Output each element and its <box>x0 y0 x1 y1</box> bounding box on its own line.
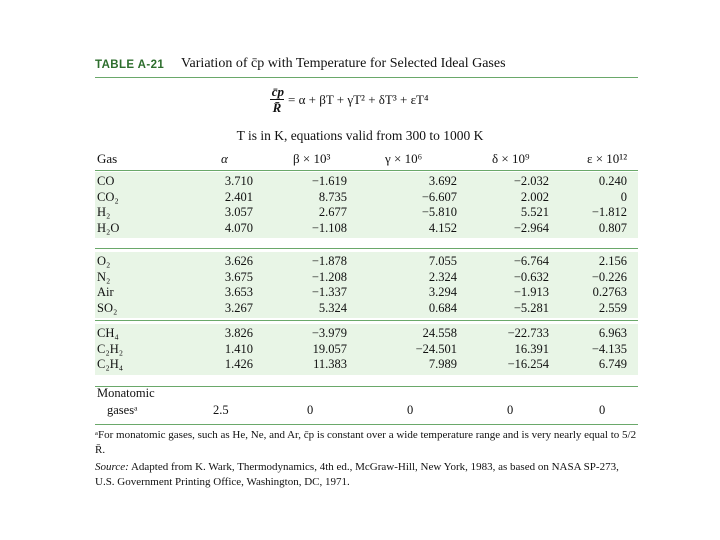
cell-delta: 2.002 <box>520 189 549 204</box>
table-title: Variation of c̄p with Temperature for Selected Ideal Gases <box>181 56 506 71</box>
cell-delta: 5.521 <box>520 205 549 219</box>
cell-gamma: 2.324 <box>428 269 457 284</box>
cell-alpha: 3.057 <box>224 205 253 219</box>
equation-numerator: c̄p <box>271 84 284 99</box>
cell-gamma: 3.294 <box>428 285 457 299</box>
cell-gas: C₂H₂ <box>97 341 124 356</box>
cell-gas: SO₂ <box>97 300 118 315</box>
group-divider <box>95 320 638 321</box>
cell-delta: −2.032 <box>513 174 549 188</box>
table-row <box>95 254 638 270</box>
cell-epsilon: 2.156 <box>598 254 627 268</box>
header-gas: Gas <box>97 151 118 166</box>
cell-gamma: −6.607 <box>421 189 457 204</box>
cell-alpha: 3.675 <box>224 269 253 284</box>
monatomic-gamma: 0 <box>407 403 414 417</box>
cell-alpha: 4.070 <box>224 220 253 235</box>
range-note: T is in K, equations valid from 300 to 1000 K <box>236 128 484 143</box>
cell-beta: −1.619 <box>311 174 347 188</box>
cell-gas: Air <box>97 285 114 299</box>
cell-alpha: 3.267 <box>224 300 253 315</box>
cell-delta: −22.733 <box>507 326 549 340</box>
cell-beta: 2.677 <box>318 205 347 219</box>
cell-beta: 5.324 <box>318 300 347 315</box>
cell-epsilon: −4.135 <box>591 341 627 356</box>
cell-alpha: 3.710 <box>224 174 253 188</box>
equation-rhs: = α + βT + γT² + δT³ + εT⁴ <box>288 92 429 107</box>
footnote-a: ᵃFor monatomic gases, such as He, Ne, and Ar, c̄p is constant over a wide temperature range and is very nearly equal to 5/2 R̄. <box>95 429 637 456</box>
cell-delta: −1.913 <box>513 285 549 299</box>
header-beta: β × 10³ <box>293 151 331 166</box>
cell-delta: −0.632 <box>513 269 549 284</box>
monatomic-delta: 0 <box>507 403 514 417</box>
cell-alpha: 1.426 <box>224 357 253 371</box>
cell-gamma: −5.810 <box>421 205 457 219</box>
cell-gamma: 7.989 <box>428 357 457 371</box>
cell-gas: C₂H₄ <box>97 357 124 371</box>
equation-denominator: R̄ <box>272 100 282 115</box>
cell-beta: −3.979 <box>311 326 347 340</box>
cell-gamma: 0.684 <box>428 300 457 315</box>
monatomic-row <box>95 386 638 422</box>
cell-beta: 8.735 <box>318 189 347 204</box>
header-delta: δ × 10⁹ <box>492 151 530 166</box>
cell-epsilon: 0.807 <box>598 220 627 235</box>
cell-gamma: 24.558 <box>422 326 457 340</box>
monatomic-label-line1: Monatomic <box>97 386 155 400</box>
cell-beta: −1.337 <box>311 285 347 299</box>
cell-delta: −6.764 <box>513 254 549 268</box>
cell-epsilon: 6.749 <box>598 357 627 371</box>
table-row <box>95 205 638 221</box>
cell-delta: 16.391 <box>514 341 549 356</box>
cell-gas: N₂ <box>97 269 111 284</box>
group-divider <box>95 248 638 249</box>
cell-gas: H₂ <box>97 205 111 219</box>
equation-fraction <box>270 84 284 115</box>
cell-gas: CO <box>97 174 115 188</box>
table-row <box>95 357 638 373</box>
cell-gas: O₂ <box>97 254 111 268</box>
cell-gamma: 3.692 <box>428 174 457 188</box>
table-title-bar <box>95 55 638 78</box>
cell-alpha: 3.653 <box>224 285 253 299</box>
header-gamma: γ × 10⁶ <box>385 151 423 166</box>
cell-gas: CH₄ <box>97 326 119 340</box>
table-label: TABLE A-21 <box>95 59 165 71</box>
cell-alpha: 1.410 <box>224 341 253 356</box>
table-row <box>95 190 638 206</box>
cell-delta: −16.254 <box>507 357 549 371</box>
cell-alpha: 3.826 <box>224 326 253 340</box>
table-header-row <box>95 148 638 171</box>
header-epsilon: ε × 10¹² <box>587 151 628 166</box>
table-row <box>95 342 638 358</box>
header-alpha: α <box>221 151 228 166</box>
cell-epsilon: −1.812 <box>591 205 627 219</box>
cell-delta: −2.964 <box>513 220 549 235</box>
cell-beta: −1.878 <box>311 254 347 268</box>
table-row <box>95 326 638 342</box>
cell-beta: 19.057 <box>312 341 347 356</box>
footnote-divider <box>95 424 638 425</box>
cell-epsilon: 2.559 <box>598 300 627 315</box>
cell-gamma: 7.055 <box>428 254 457 268</box>
monatomic-epsilon: 0 <box>599 403 606 417</box>
monatomic-alpha: 2.5 <box>213 403 229 417</box>
cell-gamma: 4.152 <box>428 220 457 235</box>
table-row <box>95 270 638 286</box>
cell-epsilon: 0 <box>620 189 627 204</box>
cell-delta: −5.281 <box>513 300 549 315</box>
cell-epsilon: 6.963 <box>598 326 627 340</box>
cell-alpha: 2.401 <box>224 189 253 204</box>
cell-epsilon: −0.226 <box>591 269 627 284</box>
monatomic-beta: 0 <box>307 403 314 417</box>
cell-beta: −1.208 <box>311 269 347 284</box>
monatomic-label-line2: gasesᵃ <box>107 403 138 417</box>
cell-gas: H₂O <box>97 220 120 235</box>
cell-beta: −1.108 <box>311 220 347 235</box>
cell-beta: 11.383 <box>313 357 347 371</box>
table-row <box>95 285 638 301</box>
table-row <box>95 174 638 190</box>
table-row <box>95 301 638 317</box>
source-note <box>95 460 640 490</box>
source-text: Adapted from K. Wark, Thermodynamics, 4th ed., McGraw-Hill, New York, 1983, as based on NASA SP-273, U.S. Government Printing Office, Washington, DC, 1971. <box>95 461 619 488</box>
cell-alpha: 3.626 <box>224 254 253 268</box>
cell-epsilon: 0.240 <box>598 174 627 188</box>
cell-gas: CO₂ <box>97 189 119 204</box>
table-row <box>95 221 638 237</box>
cell-gamma: −24.501 <box>415 341 457 356</box>
cell-epsilon: 0.2763 <box>592 285 627 299</box>
source-label: Source: <box>95 461 129 473</box>
